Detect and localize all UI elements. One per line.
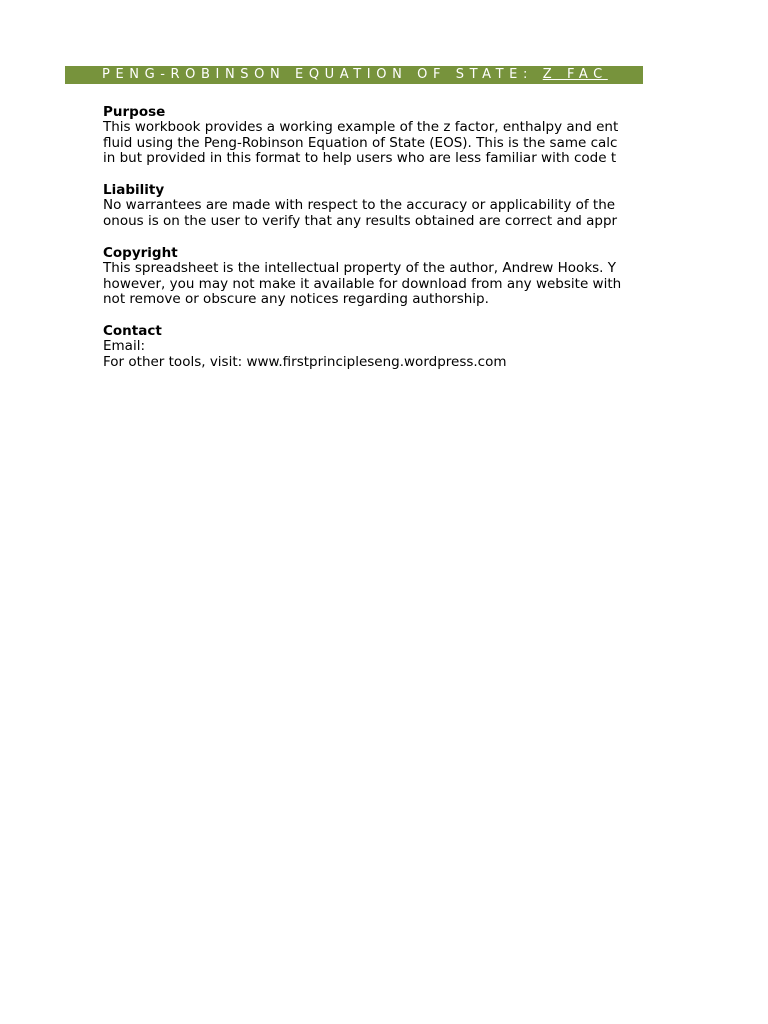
liability-line-1: No warrantees are made with respect to the accuracy or applicability of the (103, 197, 616, 213)
liability-heading: Liability (103, 182, 165, 198)
purpose-line-2: fluid using the Peng-Robinson Equation of State (EOS). This is the same calc (103, 134, 618, 151)
purpose-line-1: This workbook provides a working example of the z factor, enthalpy and ent (103, 119, 619, 135)
contact-heading: Contact (103, 323, 162, 339)
copyright-line-1: This spreadsheet is the intellectual property of the author, Andrew Hooks. Y (103, 260, 616, 276)
contact-tools-line: For other tools, visit: www.firstprincipleseng.wordpress.com (103, 353, 507, 370)
copyright-line-3: not remove or obscure any notices regarding authorship. (103, 291, 489, 307)
purpose-heading: Purpose (103, 104, 166, 120)
banner-title: PENG-ROBINSON EQUATION OF STATE: (102, 67, 543, 82)
contact-email-label: Email: (103, 338, 146, 354)
banner-link[interactable]: Z FAC (542, 67, 608, 82)
contact-section (103, 323, 643, 370)
copyright-section (103, 245, 643, 308)
copyright-line-2: however, you may not make it available for download from any website with (103, 275, 622, 292)
title-banner (65, 66, 643, 84)
purpose-section (103, 104, 643, 167)
purpose-line-3: in but provided in this format to help users who are less familiar with code t (103, 150, 617, 166)
liability-section (103, 182, 643, 229)
copyright-heading: Copyright (103, 245, 178, 261)
liability-line-2: onous is on the user to verify that any results obtained are correct and appr (103, 212, 618, 229)
banner-text (102, 67, 608, 83)
